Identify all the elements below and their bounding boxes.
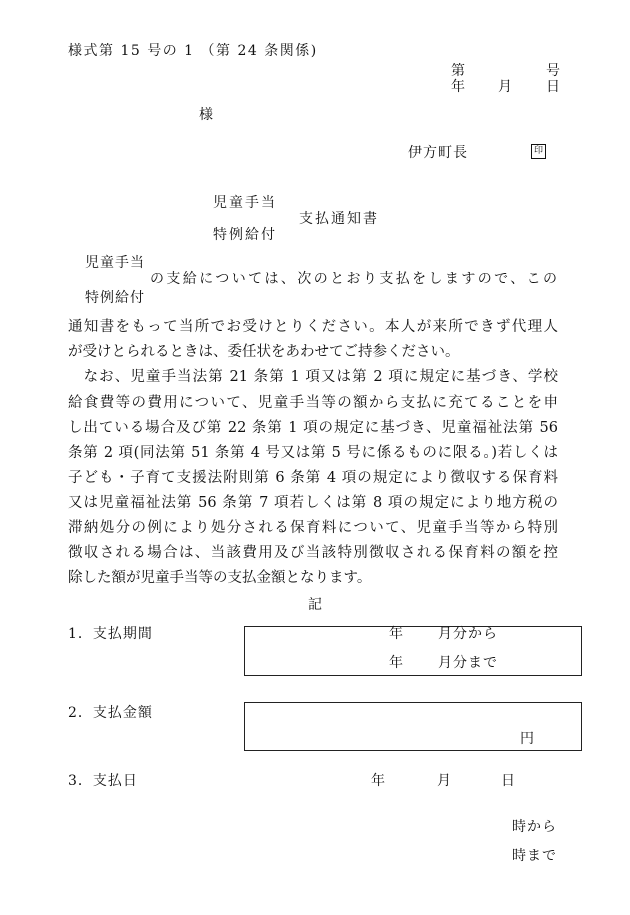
payment-date-label: 3．支払日 (68, 773, 138, 789)
payment-period-box[interactable] (244, 626, 582, 676)
paragraph2-line: 除した額が児童手当等の支払金額となります。 (68, 570, 372, 586)
paragraph1-special-benefit: 特例給付 (85, 290, 145, 306)
notation-heading: 記 (308, 597, 322, 613)
paragraph1-line: が受けとられるときは、委任状をあわせてご持参ください。 (68, 344, 460, 360)
title-special-benefit: 特例給付 (213, 227, 277, 243)
amount-yen-label: 円 (520, 731, 534, 747)
payment-date-day-label: 日 (501, 773, 515, 789)
paragraph2-line: なお、児童手当法第 21 条第 1 項又は第 2 項に規定に基づき、学校 (68, 369, 558, 385)
number-dai-label: 第 (451, 63, 465, 79)
date-year-label: 年 (451, 79, 465, 95)
title-child-allowance: 児童手当 (213, 195, 277, 211)
payment-period-label: 1．支払期間 (68, 626, 153, 642)
paragraph2-line: し出ている場合及び第 22 条第 1 項の規定に基づき、児童福祉法第 56 (68, 420, 558, 436)
payment-time-from-label: 時から (512, 819, 557, 835)
number-go-label: 号 (546, 63, 560, 79)
payment-date-month-label: 月 (437, 773, 451, 789)
date-month-label: 月 (498, 79, 512, 95)
paragraph2-line: 滞納処分の例により処分される保育料について、児童手当等から特別 (68, 520, 558, 536)
payment-date-year-label: 年 (371, 773, 385, 789)
payment-time-to-label: 時まで (512, 848, 557, 864)
paragraph2-line: 徴収される場合は、当該費用及び当該特別徴収される保育料の額を控 (68, 545, 558, 561)
period-to-label: 月分まで (438, 655, 498, 671)
paragraph1-line: 通知書をもって当所でお受けとりください。本人が来所できず代理人 (68, 319, 558, 335)
period-to-year-label: 年 (389, 655, 403, 671)
form-number: 様式第 15 号の 1 （第 24 条関係) (68, 43, 318, 59)
paragraph2-line: 又は児童福祉法第 56 条第 7 項若しくは第 8 項の規定により地方税の (68, 495, 558, 511)
period-from-label: 月分から (438, 626, 498, 642)
paragraph2-line: 条第 2 項(同法第 51 条第 4 号又は第 5 号に係るものに限る。)若しくは (68, 445, 558, 461)
paragraph1-first-line: の支給については、次のとおり支払をしますので、この (150, 271, 560, 287)
issuer-name: 伊方町長 (408, 145, 468, 161)
payment-amount-label: 2．支払金額 (68, 705, 153, 721)
date-day-label: 日 (546, 79, 560, 95)
paragraph2-line: 給食費等の費用について、児童手当等の額から支払に充てることを申 (68, 395, 558, 411)
paragraph2-line: 子ども・子育て支援法附則第 6 条第 4 項の規定により徴収する保育料 (68, 470, 558, 486)
paragraph1-child-allowance: 児童手当 (85, 255, 145, 271)
seal-icon: 印 (531, 144, 546, 159)
addressee-honorific: 様 (199, 107, 213, 123)
period-from-year-label: 年 (389, 626, 403, 642)
document-title: 支払通知書 (299, 211, 379, 227)
